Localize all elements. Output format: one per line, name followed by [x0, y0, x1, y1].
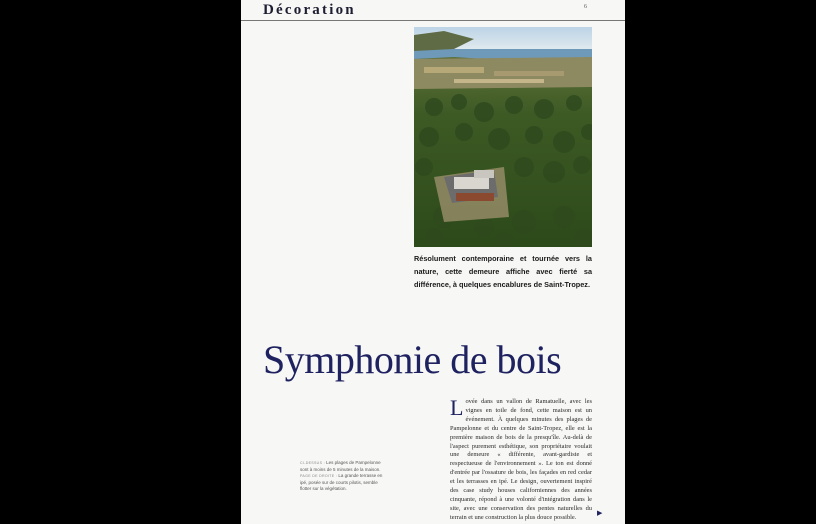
side-caption-text-1: Les plages de Pampelonne sont à moins de 5 minutes de la maison. — [300, 460, 381, 472]
article-text: ovée dans un vallon de Ramatuelle, avec les vignes en toile de fond, cette maison est un événement. À quelques minutes des plages de Pampelonne et du centre de Saint-Tropez, elle est la première maison de bois de la presqu'île. Au-delà de l'aspect purement esthétique, son propriétaire voulait une demeure « différente, avant-gardiste et respectueuse de l'environnement ». Le ton est donné d'entrée par l'ossature de bois, les façades en red cedar et les terrasses en ipé. Le design, ouvertement inspiré des case study houses californiennes des années cinquante, répond à une volonté d'intégration dans le site, avec une conservation des pentes naturelles du terrain et une construction la plus douce possible. — [450, 398, 592, 521]
magazine-page — [241, 0, 625, 524]
section-heading: Décoration — [263, 2, 356, 18]
side-caption — [300, 460, 388, 493]
drop-cap: L — [450, 395, 464, 420]
side-caption-key-2: PAGE DE DROITE : — [300, 474, 338, 478]
header-rule — [241, 20, 625, 21]
article-title: Symphonie de bois — [263, 337, 562, 382]
article-body — [450, 395, 592, 523]
aerial-photo-icon — [414, 27, 592, 247]
side-caption-text-2: La grande terrasse en ipé, posée sur de courts pilotis, semble flotter sur la végétation. — [300, 473, 383, 491]
photo-caption: Résolument contemporaine et tournée vers la nature, cette demeure affiche avec fierté sa différence, à quelques encablures de Saint-Tropez. — [414, 254, 592, 289]
page-folio: 6 — [584, 4, 587, 10]
aerial-photo — [414, 27, 592, 247]
side-caption-key-1: CI-DESSUS : — [300, 461, 325, 465]
continue-arrow-icon: ▶ — [597, 509, 603, 517]
